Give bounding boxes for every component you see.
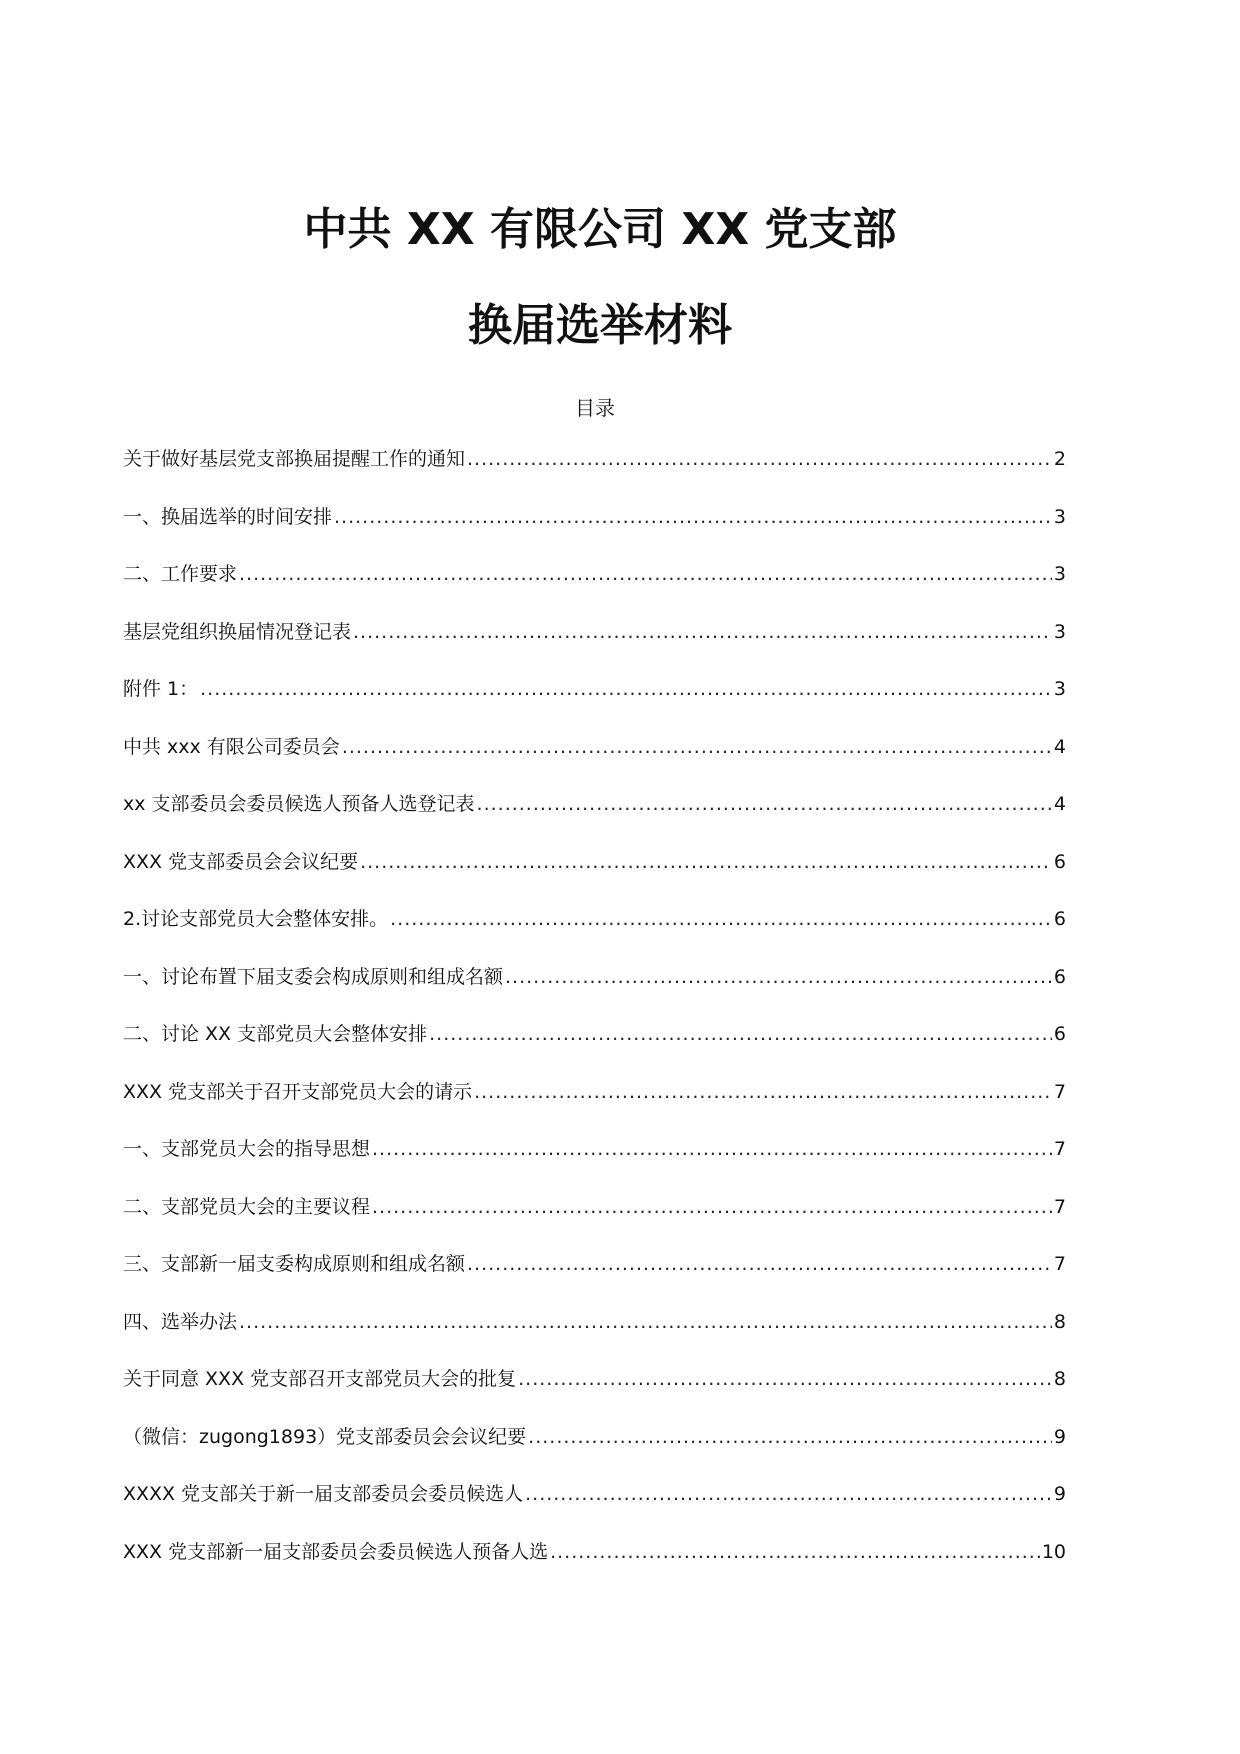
toc-entry[interactable] xyxy=(123,963,1066,1021)
toc-page-number: 7 xyxy=(1053,1080,1066,1103)
toc-page-number: 3 xyxy=(1053,563,1066,585)
toc-dot-leader xyxy=(474,1078,1052,1106)
toc-entry-text: 一、支部党员大会的指导思想 xyxy=(123,1138,371,1160)
toc-page-number: 6 xyxy=(1053,908,1066,930)
toc-dot-leader xyxy=(239,560,1052,588)
toc-dot-leader xyxy=(372,1193,1052,1221)
toc-entry[interactable] xyxy=(123,905,1066,963)
toc-entry[interactable] xyxy=(123,1308,1066,1366)
toc-entry[interactable] xyxy=(123,1538,1066,1596)
toc-page-number: 10 xyxy=(1041,1540,1066,1563)
toc-entry-text: 二、支部党员大会的主要议程 xyxy=(123,1195,371,1218)
toc-entry[interactable] xyxy=(123,1078,1066,1136)
toc-page-number: 3 xyxy=(1053,505,1066,528)
toc-entry[interactable] xyxy=(123,503,1066,561)
toc-entry[interactable] xyxy=(123,1193,1066,1251)
toc-dot-leader xyxy=(505,963,1052,991)
toc-page-number: 6 xyxy=(1053,850,1066,873)
toc-entry[interactable] xyxy=(123,675,1066,733)
toc-page-number: 4 xyxy=(1053,793,1066,815)
toc-dot-leader xyxy=(239,1308,1052,1336)
toc-heading: 目录 xyxy=(575,396,615,420)
toc-entry[interactable] xyxy=(123,445,1066,503)
toc-entry[interactable] xyxy=(123,1135,1066,1193)
toc-dot-leader xyxy=(528,1423,1052,1451)
toc-entry-text: 一、讨论布置下届支委会构成原则和组成名额 xyxy=(123,965,504,988)
toc-dot-leader xyxy=(467,1250,1052,1278)
toc-entry-text: XXXX 党支部关于新一届支部委员会委员候选人 xyxy=(123,1483,524,1505)
toc-page-number: 9 xyxy=(1053,1425,1066,1448)
toc-entry-text: 中共 xxx 有限公司委员会 xyxy=(123,735,340,758)
toc-dot-leader xyxy=(518,1365,1052,1393)
toc-page-number: 7 xyxy=(1053,1253,1066,1275)
document-title-line1: 中共 XX 有限公司 XX 党支部 xyxy=(303,204,897,255)
toc-dot-leader xyxy=(372,1135,1052,1163)
toc-dot-leader xyxy=(334,503,1052,531)
toc-entry-text: 关于同意 XXX 党支部召开支部党员大会的批复 xyxy=(123,1368,517,1390)
toc-dot-leader xyxy=(429,1020,1052,1048)
toc-entry-text: 关于做好基层党支部换届提醒工作的通知 xyxy=(123,448,466,470)
toc-page-number: 8 xyxy=(1053,1368,1066,1390)
toc-entry-text: 二、讨论 XX 支部党员大会整体安排 xyxy=(123,1023,428,1045)
toc-entry[interactable] xyxy=(123,618,1066,676)
toc-entry-text: 附件 1： xyxy=(123,678,199,700)
toc-entry[interactable] xyxy=(123,1480,1066,1538)
toc-entry-text: XXX 党支部委员会会议纪要 xyxy=(123,850,359,873)
toc-entry[interactable] xyxy=(123,1020,1066,1078)
toc-entry[interactable] xyxy=(123,1423,1066,1481)
toc-entry[interactable] xyxy=(123,1250,1066,1308)
toc-entry-text: 四、选举办法 xyxy=(123,1310,238,1333)
toc-entry-text: xx 支部委员会委员候选人预备人选登记表 xyxy=(123,793,475,815)
toc-dot-leader xyxy=(477,790,1052,818)
toc-page-number: 7 xyxy=(1053,1138,1066,1160)
toc-dot-leader xyxy=(467,445,1052,473)
toc-entry-text: 一、换届选举的时间安排 xyxy=(123,505,333,528)
toc-page-number: 3 xyxy=(1053,620,1066,643)
toc-entry-text: （微信：zugong1893）党支部委员会会议纪要 xyxy=(123,1425,527,1448)
toc-entry-text: 基层党组织换届情况登记表 xyxy=(123,620,352,643)
toc-entry-text: 二、工作要求 xyxy=(123,563,238,585)
toc-page-number: 6 xyxy=(1053,1023,1066,1045)
toc-page-number: 2 xyxy=(1053,448,1066,470)
toc-entry[interactable] xyxy=(123,733,1066,791)
toc-entry-text: XXX 党支部关于召开支部党员大会的请示 xyxy=(123,1080,473,1103)
toc-page-number: 8 xyxy=(1053,1310,1066,1333)
table-of-contents xyxy=(123,445,1066,1595)
toc-dot-leader xyxy=(200,675,1052,703)
toc-entry[interactable] xyxy=(123,848,1066,906)
toc-page-number: 3 xyxy=(1053,678,1066,700)
toc-dot-leader xyxy=(360,848,1052,876)
document-title-line2: 换届选举材料 xyxy=(468,300,732,351)
toc-page-number: 6 xyxy=(1053,965,1066,988)
toc-dot-leader xyxy=(353,618,1052,646)
toc-entry-text: 2.讨论支部党员大会整体安排。 xyxy=(123,908,389,930)
toc-dot-leader xyxy=(550,1538,1040,1566)
toc-page-number: 4 xyxy=(1053,735,1066,758)
toc-entry-text: XXX 党支部新一届支部委员会委员候选人预备人选 xyxy=(123,1540,549,1563)
toc-entry[interactable] xyxy=(123,1365,1066,1423)
toc-page-number: 7 xyxy=(1053,1195,1066,1218)
toc-entry[interactable] xyxy=(123,560,1066,618)
toc-page-number: 9 xyxy=(1053,1483,1066,1505)
toc-dot-leader xyxy=(342,733,1052,761)
toc-dot-leader xyxy=(525,1480,1052,1508)
toc-entry[interactable] xyxy=(123,790,1066,848)
toc-dot-leader xyxy=(390,905,1052,933)
toc-entry-text: 三、支部新一届支委构成原则和组成名额 xyxy=(123,1253,466,1275)
